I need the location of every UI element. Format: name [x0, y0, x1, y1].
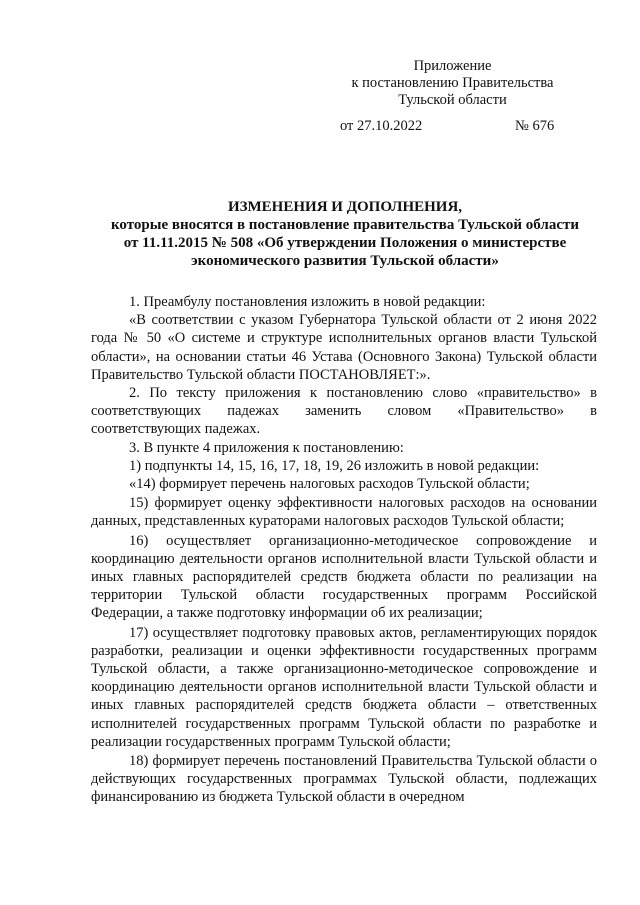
title-line-2: которые вносятся в постановление правительства Тульской области — [110, 217, 580, 233]
paragraph-3: 2. По тексту приложения к постановлению слово «правительство» в соответствующих падежах заменить словом «Правительство» в соответствующих падежах. — [91, 385, 597, 438]
appendix-label: Приложение — [413, 58, 492, 74]
paragraph-9: 17) осуществляет подготовку правовых актов, регламентирующих порядок разработки, реализации и оценки эффективности государственных программ Тульской области, а также организационно-методическое сопровождение и координацию деятельности органов исполнительной власти Тульской области и иных главных распорядителей средств бюджета области – ответственных исполнителей государственных программ Тульской области по разработке и реализации государственных программ Тульской области; — [91, 624, 597, 750]
resolution-number: № 676 — [515, 118, 555, 134]
title-line-4: экономического развития Тульской области» — [191, 253, 499, 269]
paragraph-5: 1) подпункты 14, 15, 16, 17, 18, 19, 26 изложить в новой редакции: — [129, 457, 540, 474]
document-body — [91, 293, 597, 807]
paragraph-7: 15) формирует оценку эффективности налоговых расходов на основании данных, представленных кураторами налоговых расходов Тульской области; — [91, 495, 597, 530]
appendix-region: Тульской области — [398, 92, 507, 108]
paragraph-8: 16) осуществляет организационно-методическое сопровождение и координацию деятельности органов исполнительной власти Тульской области и иных главных распорядителей средств бюджета области по реализации на территории Тульской области государственных программ Российской Федерации, а также подготовку информации об их реализации; — [91, 532, 597, 622]
title-line-1: ИЗМЕНЕНИЯ И ДОПОЛНЕНИЯ, — [227, 199, 463, 215]
appendix-reference: к постановлению Правительства — [351, 75, 554, 91]
paragraph-10: 18) формирует перечень постановлений Правительства Тульской области о действующих государственных программах Тульской области, подлежащих финансированию из бюджета Тульской области в очередном — [91, 753, 597, 806]
appendix-header — [330, 58, 575, 109]
paragraph-6: «14) формирует перечень налоговых расходов Тульской области; — [129, 476, 530, 493]
paragraph-1: 1. Преамбулу постановления изложить в новой редакции: — [129, 294, 486, 310]
paragraph-4: 3. В пункте 4 приложения к постановлению: — [129, 439, 404, 456]
paragraph-2: «В соответствии с указом Губернатора Тульской области от 2 июня 2022 года № 50 «О системе и структуре исполнительных органов власти Тульской области», на основании статьи 46 Устава (Основного Закона) Тульской области Правительство Тульской области ПОСТАНОВЛЯЕТ:». — [91, 312, 597, 383]
title-line-3: от 11.11.2015 № 508 «Об утверждении Положения о министерстве — [123, 235, 567, 251]
document-title — [90, 198, 600, 270]
resolution-date: от 27.10.2022 — [340, 118, 423, 134]
